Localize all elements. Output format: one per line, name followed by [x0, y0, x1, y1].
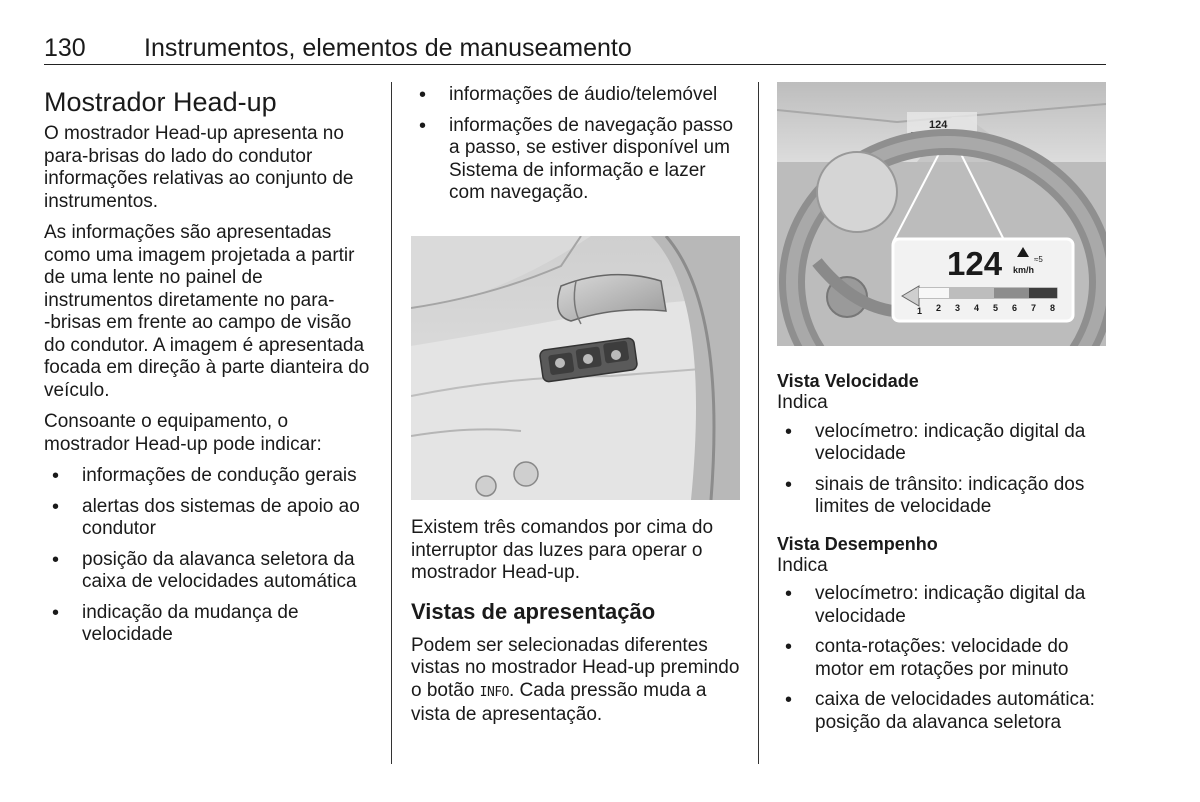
gear-label: 1: [917, 306, 923, 316]
head-up-display-image: [777, 82, 1106, 346]
gear-bar: [919, 288, 1057, 298]
column-2: [411, 84, 746, 213]
paragraph: Existem três comandos por cima do interruptor das luzes para operar o mostrador Head-up.: [411, 517, 714, 583]
list-item: • informações de áudio/telemóvel: [411, 84, 746, 107]
list-item: • indicação da mudança de velocidade: [44, 602, 376, 647]
view-title: Vista Velocidade: [777, 371, 919, 391]
list-item: • alertas dos sistemas de apoio ao condutor: [44, 496, 376, 541]
gear-label: 6: [1012, 303, 1018, 313]
column-divider: [391, 82, 392, 764]
section-heading: Mostrador Head-up: [44, 87, 277, 117]
paragraph: O mostrador Head-up apresenta no para-brisas do lado do condutor informações relativas ao conjunto de instrumentos.: [44, 123, 354, 212]
gear-label: 5: [993, 303, 999, 313]
light-switch-controls-image: [411, 236, 740, 500]
page-title: Instrumentos, elementos de manuseamento: [144, 34, 632, 62]
hud-limit: ≈5: [1034, 255, 1043, 264]
paragraph: Indica: [777, 554, 828, 576]
gear-label: 3: [955, 303, 961, 313]
info-button-label: INFO: [479, 684, 509, 700]
bullet-list: [777, 583, 1107, 734]
paragraph: Indica: [777, 392, 828, 413]
hud-unit: km/h: [1013, 265, 1035, 275]
gear-label: 4: [974, 303, 980, 313]
gear-label: 2: [936, 303, 942, 313]
view-title: Vista Desempenho: [777, 533, 938, 554]
list-item: • sinais de trânsito: indicação dos limites de velocidade: [777, 474, 1107, 519]
hud-small-speed: 124: [929, 119, 948, 131]
column-3: [777, 370, 1107, 742]
bullet-list: [777, 421, 1107, 519]
paragraph: Podem ser selecionadas diferentes vistas no mostrador Head-up premindo o botão INFO. Cada pressão muda a vista de apresentação.: [411, 634, 740, 725]
subheading: Vistas de apresentação: [411, 598, 656, 624]
column-2-lower: [411, 517, 746, 736]
paragraph: Consoante o equipamento, o mostrador Head-up pode indicar:: [44, 411, 322, 455]
hud-speed: 124: [947, 245, 1003, 282]
bullet-list: [411, 84, 746, 205]
page-number: 130: [44, 34, 86, 62]
gear-label: 8: [1050, 303, 1056, 313]
gear-label: 7: [1031, 303, 1037, 313]
list-item: • informações de navegação passo a passo, se estiver disponível um Sistema de informação e lazer com navegação.: [411, 115, 746, 205]
page-header: [44, 32, 1106, 65]
list-item: • informações de condução gerais: [44, 465, 376, 488]
list-item: • velocímetro: indicação digital da velocidade: [777, 421, 1107, 466]
list-item: • conta-rotações: velocidade do motor em rotações por minuto: [777, 636, 1107, 681]
list-item: • velocímetro: indicação digital da velocidade: [777, 583, 1107, 628]
column-1: [44, 86, 376, 655]
column-divider: [758, 82, 759, 764]
list-item: • caixa de velocidades automática: posição da alavanca seletora: [777, 689, 1107, 734]
paragraph: As informações são apresentadas como uma imagem projetada a partir de uma lente no painel de instrumentos diretamente no para-‑brisas em frente ao campo de visão do condutor. A imagem é apresentada focada em direção à parte dianteira do veículo.: [44, 222, 370, 401]
list-item: • posição da alavanca seletora da caixa de velocidades automática: [44, 549, 376, 594]
bullet-list: [44, 465, 376, 647]
